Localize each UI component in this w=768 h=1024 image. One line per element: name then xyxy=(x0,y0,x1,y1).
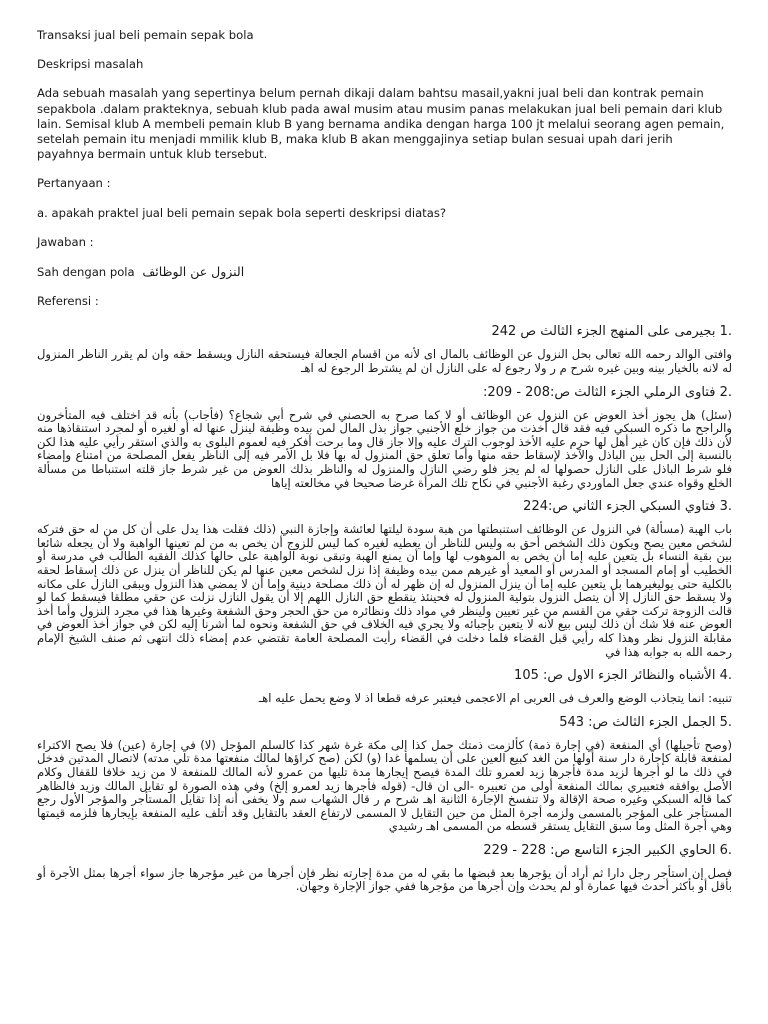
reference-heading: .4 الأشباه والنظائر الجزء الاول ص: 105 xyxy=(514,668,732,684)
deskripsi-heading: Deskripsi masalah xyxy=(37,57,144,72)
reference-heading: .6 الحاوي الكبير الجزء التاسع ص: 228 - 229 xyxy=(483,842,732,858)
reference-text: باب الهبة (مسألة) في النزول عن الوظائف استنبطتها من هبة سودة ليلتها لعائشة وإجازة النبي (ذلك فقلت هذا يدل على أن كل من له حق فتركه لشخص معين يصح ويكون ذلك الشخص أحق به وليس للناظر أن يعطيه لغيره كما ليس للزوج أن يخص به من لم تعينها الواهبة ولا أن يجعله شائعا بين بقية النساء بل يتعين عليه إما أن يخص به الموهوب لها وإما أن يمنع الهبة وتبقى نوبة الواهبة على حالها كذلك الفقيه الطالب في مدرسة أو الخطيب أو إمام المسجد أو المدرس أو المعيد أو غيرهم ممن بيده وظيفة إذا نزل لشخص معين عنها لم يكن للناظر أن ينزل عن ذلك إسقاط لحقه بالكلية حتى يوليغيرهما بل يتعين عليه إما أن ينزل المنزول له إن ظهر له أن ذلك مصلحة دينية وإما أن لا يمضي هذا النزول ويبقى النازل على مكانه ولا يسقط حق النازل إلا أن يتصل النزول بتولية المنزول له فحينئذ ينقطع حق النازل اللهم إلا أن يقول النازل نزلت عن حقي مطلقا فيسقط كما لو قالت الزوجة تركت حقي من القسم من غير تعيين ولينظر في مواد ذلك ونظائره من حق الحجر وحق الشفعة وغيرها هذا في مجرد النزول وأما أخذ العوض عنه فلا شك أن ذلك ليس بيع لأنه لا يتعين بإجبائه ولا يجري فيه الخلاف في حق الشفعة ونحوه لما أشرنا إليه لكن في جواز أخذ العوض في مقابلة النزول نظر وهذا كله رأيي قبل القضاء فلما دخلت في القضاء رأيت المصلحة العامة تقتضي عدم إمضاء ذلك انتهى ثم صنف الشيخ الإمام رحمه الله به جوابه هذا في xyxy=(37,522,732,659)
reference-text: وافتى الوالد رحمه الله تعالى بحل النزول عن الوظائف بالمال اى لأنه من اقسام الجعالة فيستحقه النازل ويسقط حقه وان لم يقرر الناظر المنزول له لانه بالخيار بينه وبين غيره شرح م ر ولا رجوع له على النازل ان لم يشترط الرجوع له اهـ xyxy=(37,347,732,376)
reference-heading: .3 فتاوي السبكي الجزء الثاني ص:224 xyxy=(523,499,732,515)
reference-text: فصل إن استأجر رجل دارا ثم أراد أن يؤجرها بعد قبضها ما بقي له من مدة إجارته نظر فإن أجرها من غير مؤجرها جاز سواء أجرها بمثل الأجرة أو بأقل أو بأكثر أحدث فيها عمارة أو لم يحدث وإن أجرها من مؤجرها ففي جواز الإجارة وجهان. xyxy=(37,865,732,894)
document-title: Transaksi jual beli pemain sepak bola xyxy=(37,28,254,42)
reference-text: (سئل) هل يجوز أخذ العوض عن النزول عن الوظائف أو لا كما صرح به الحصني في شرح أبي شجاع؟ (فأجاب) بأنه قد اختلف فيه المتأخرون والراجح ما ذكره السبكي فيه فقد قال أخذت من جواز خلع الأجنبي جواز بذل المال لمن بيده وظيفة لينزل عنها له أو لغيره أو لمجرد استنقاذها منه لأن ذلك فإن كان غير أهل لها حرم عليه الأخذ لوجوب الترك عليه وإلا جاز قال وما برحت أفكر فيه لعموم البلوى به والذي استقر رأيي عليه هذا لكن بالنسبة إلى الحل بين الباذل والآخذ لإسقاط حقه منها وأما تعلق حق المنزول له بها فلا بل الأمر فيه إلى الناظر يفعل المصلحة من امتناع وإمضاء فلو شرط الباذل على النازل حصولها له لم يجز فلو رضي النازل والمنزول له والناظر بذلك العوض من غير شرط جاز قلته استنباطا من مسألة الخلع وقواه عندي جعل الماوردي رغبة الأجنبي في نكاح تلك المرأة غرضا صحيحا في مخالعته إياها xyxy=(37,407,732,490)
jawaban-answer xyxy=(37,264,732,280)
reference-heading: .2 فتاوى الرملي الجزء الثالث ص:208 - 209: xyxy=(482,384,732,400)
reference-heading: .5 الجمل الجزء الثالث ص: 543 xyxy=(559,714,732,730)
referensi-heading: Referensi : xyxy=(37,294,99,309)
jawaban-heading: Jawaban : xyxy=(37,234,94,249)
pertanyaan-item-a: a. apakah praktel jual beli pemain sepak bola seperti deskripsi diatas? xyxy=(37,205,447,220)
jawaban-arabic-term: النزول عن الوظائف xyxy=(142,264,245,280)
jawaban-sah-text: Sah dengan pola xyxy=(37,265,135,280)
reference-text: تنبيه: انما يتجاذب الوضع والعرف فى العربى ام الاعجمى فيعتبر عرفه قطعا اذ لا وضع يحمل عليه اهـ xyxy=(258,691,732,706)
pertanyaan-heading: Pertanyaan : xyxy=(37,176,111,191)
reference-list xyxy=(37,323,732,894)
reference-heading: .1 بجيرمى على المنهج الجزء الثالث ص 242 xyxy=(491,324,732,340)
reference-text: (وصح تأجيلها) أي المنفعة (في إجارة ذمة) كألزمت ذمتك حمل كذا إلى مكة غرة شهر كذا كالسلم المؤجل (لا) في إجارة (عين) فلا يصح الاكتراء لمنفعة قابلة كإجارة دار سنة أولها من الغد كبيع العين على أن يسلمها غدا (و) لكن (صح كراؤها لمالك منفعتها مدة تلي مدته) لاتصال المدتين فدخل في ذلك ما لو أجرها لزيد مدة فأجرها زيد لعمرو تلك المدة فيصح إيجارها مدة تليها من عمرو لأنه المالك للمنفعة لا من زيد خلافا للقفال وكلام الأصل يوافقه فتعبيري بمالك المنفعة أولى من تعبيره -الى ان قال- (قوله فأجرها زيد لعمرو إلخ) وفي هذه الصورة لو تقايل المالك وزيد فالظاهر كما قاله السبكي وغيره صحة الإقالة ولا تنفسخ الإجارة الثانية اهـ شرح م ر قال الشهاب سم ولا يخفى أنه إذا تقايل المستأجر والمؤجر الأول رجع المستأجر على المؤجر بالمسمى ولزمه أجرة المثل من حين التقايل لا المسمى لارتفاع العقد بالتقايل وقد أتلف عليه المنفعة بإيجارها فلزمه قيمتها وهي أجرة المثل وما سبق التقايل يستقر قسطه من المسمى اهـ رشيدي xyxy=(37,737,732,834)
deskripsi-paragraph: Ada sebuah masalah yang sepertinya belum pernah dikaji dalam bahtsu masail,yakni jual beli dan kontrak pemain sepakbola .dalam prakteknya, sebuah klub pada awal musim atau musim panas melakukan jual beli pemain dari klub lain. Semisal klub A membeli pemain klub B yang bernama andika dengan harga 100 jt melalui seorang agen pemain, setelah pemain itu menjadi mmilik klub B, maka klub B akan menggajinya setiap bulan sesuai upah dari jerih payahnya bermain untuk klub tersebut. xyxy=(37,86,725,162)
